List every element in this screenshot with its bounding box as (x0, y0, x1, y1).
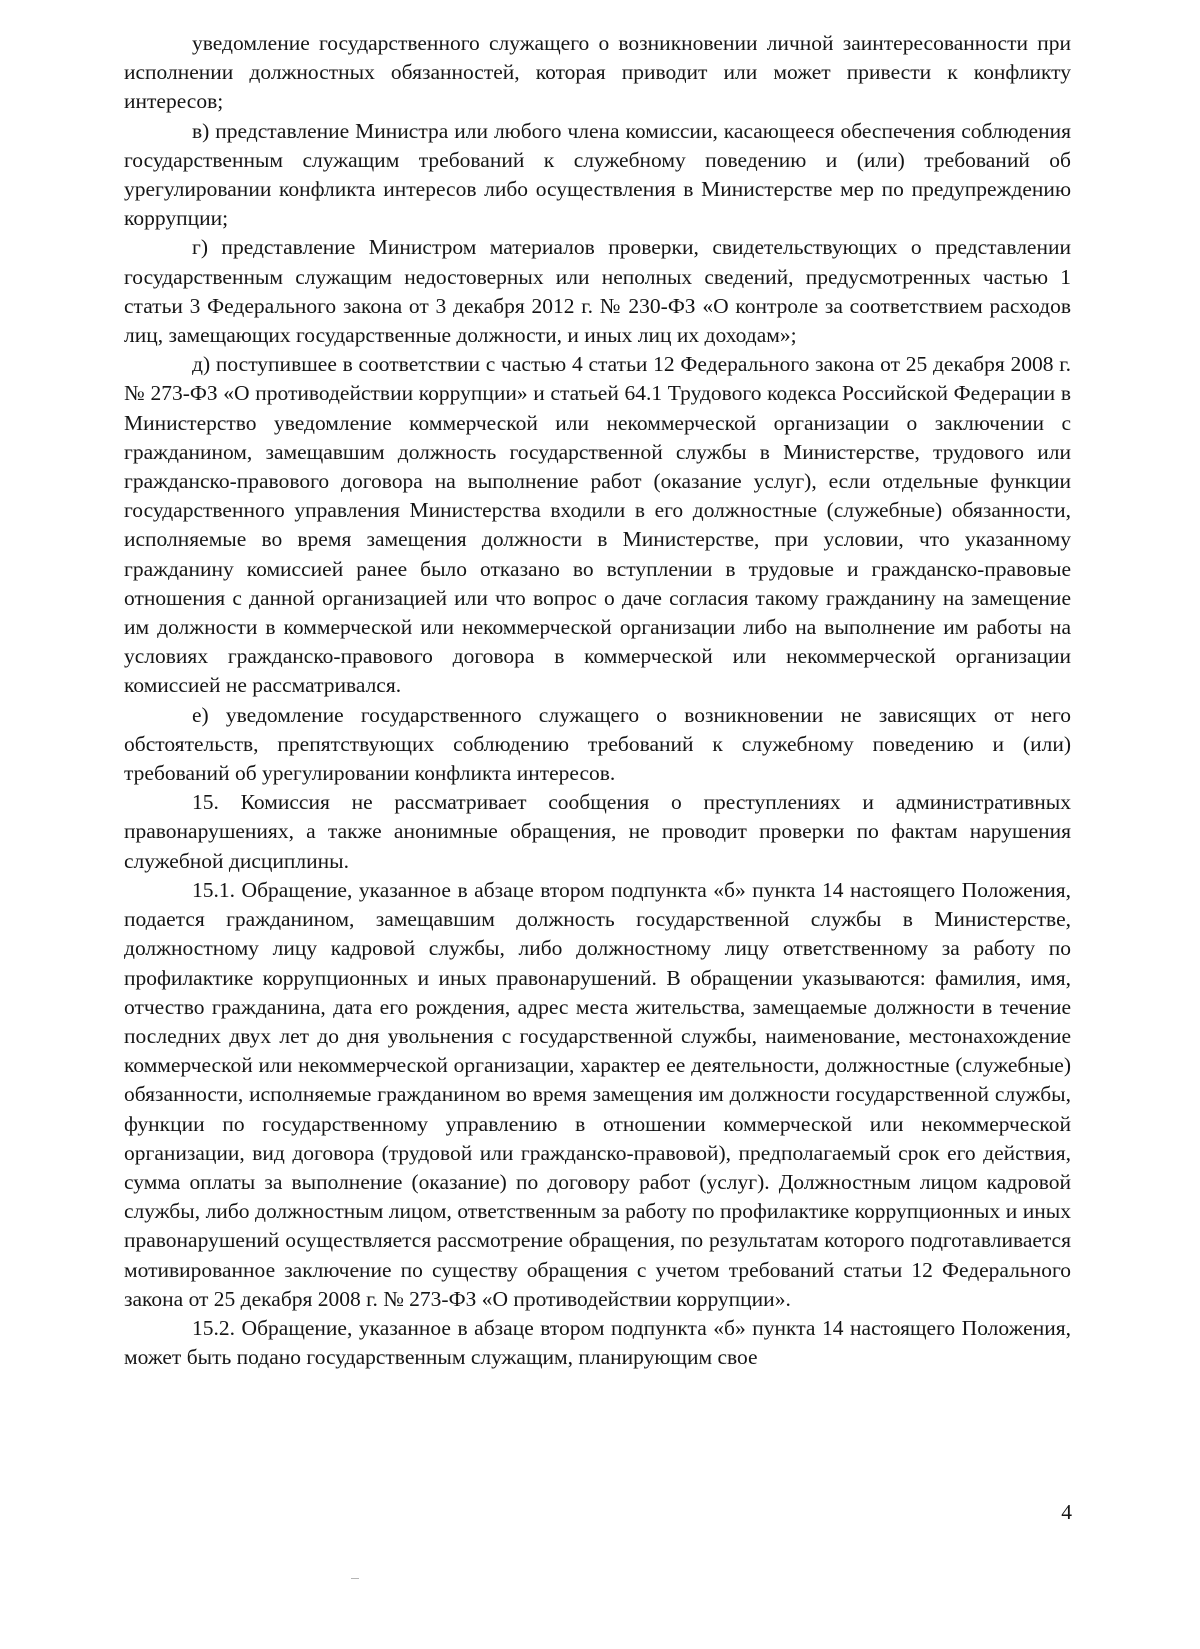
document-body (124, 29, 1071, 1372)
paragraph-clause-15-2: 15.2. Обращение, указанное в абзаце втором подпункта «б» пункта 14 настоящего Положения, может быть подано государственным служащим, планирующим свое (124, 1315, 1071, 1370)
paragraph-clause-15-1: 15.1. Обращение, указанное в абзаце втором подпункта «б» пункта 14 настоящего Положения, подается гражданином, замещавшим должность государственной службы в Министерстве, должностному лицу кадровой службы, либо должностному лицу ответственному за работу по профилактике коррупционных и иных правонарушений. В обращении указываются: фамилия, имя, отчество гражданина, дата его рождения, адрес места жительства, замещаемые должности в течение последних двух лет до дня увольнения с государственной службы, наименование, местонахождение коммерческой или некоммерческой организации, характер ее деятельности, должностные (служебные) обязанности, исполняемые гражданином во время замещения им должности государственной службы, функции по государственному управлению в отношении коммерческой или некоммерческой организации, вид договора (трудовой или гражданско-правовой), предполагаемый срок его действия, сумма оплаты за выполнение (оказание) по договору работ (услуг). Должностным лицом кадровой службы, либо должностным лицом, ответственным за работу по профилактике коррупционных и иных правонарушений осуществляется рассмотрение обращения, по результатам которого подготавливается мотивированное заключение по существу обращения с учетом требований статьи 12 Федерального закона от 25 декабря 2008 г. № 273-ФЗ «О противодействии коррупции». (124, 877, 1071, 1311)
page-number: 4 (1061, 1500, 1072, 1524)
paragraph-item-e: е) уведомление государственного служащего о возникновении не зависящих от него обстоятельств, препятствующих соблюдению требований к служебному поведению и (или) требований об урегулировании конфликта интересов. (124, 702, 1071, 786)
paragraph-item-v: в) представление Министра или любого члена комиссии, касающееся обеспечения соблюдения государственным служащим требований к служебному поведению и (или) требований об урегулировании конфликта интересов либо осуществления в Министерстве мер по предупреждению коррупции; (124, 118, 1071, 231)
paragraph-item-d: д) поступившее в соответствии с частью 4 статьи 12 Федерального закона от 25 декабря 2008 г. № 273-ФЗ «О противодействии коррупции» и статьей 64.1 Трудового кодекса Российской Федерации в Министерство уведомление коммерческой или некоммерческой организации о заключении с гражданином, замещавшим должность государственной службы в Министерстве, трудового или гражданско-правового договора на выполнение работ (оказание услуг), если отдельные функции государственного управления Министерства входили в его должностные (служебные) обязанности, исполняемые во время замещения должности в Министерстве, при условии, что указанному гражданину комиссией ранее было отказано во вступлении в трудовые и гражданско-правовые отношения с данной организацией или что вопрос о даче согласия такому гражданину на замещение им должности в коммерческой или некоммерческой организации либо на выполнение им работы на условиях гражданско-правового договора в коммерческой или некоммерческой организации комиссией не рассматривался. (124, 352, 1071, 698)
paragraph-clause-15: 15. Комиссия не рассматривает сообщения о преступлениях и административных правонарушениях, а также анонимные обращения, не проводит проверки по фактам нарушения служебной дисциплины. (124, 790, 1071, 873)
paragraph-item-g: г) представление Министром материалов проверки, свидетельствующих о представлении государственным служащим недостоверных или неполных сведений, предусмотренных частью 1 статьи 3 Федерального закона от 3 декабря 2012 г. № 230-ФЗ «О контроле за соответствием расходов лиц, замещающих государственные должности, и иных лиц их доходам»; (124, 235, 1071, 348)
paragraph-continuation: уведомление государственного служащего о возникновении личной заинтересованности при исполнении должностных обязанностей, которая приводит или может привести к конфликту интересов; (124, 31, 1071, 114)
scan-artifact (351, 1578, 359, 1579)
